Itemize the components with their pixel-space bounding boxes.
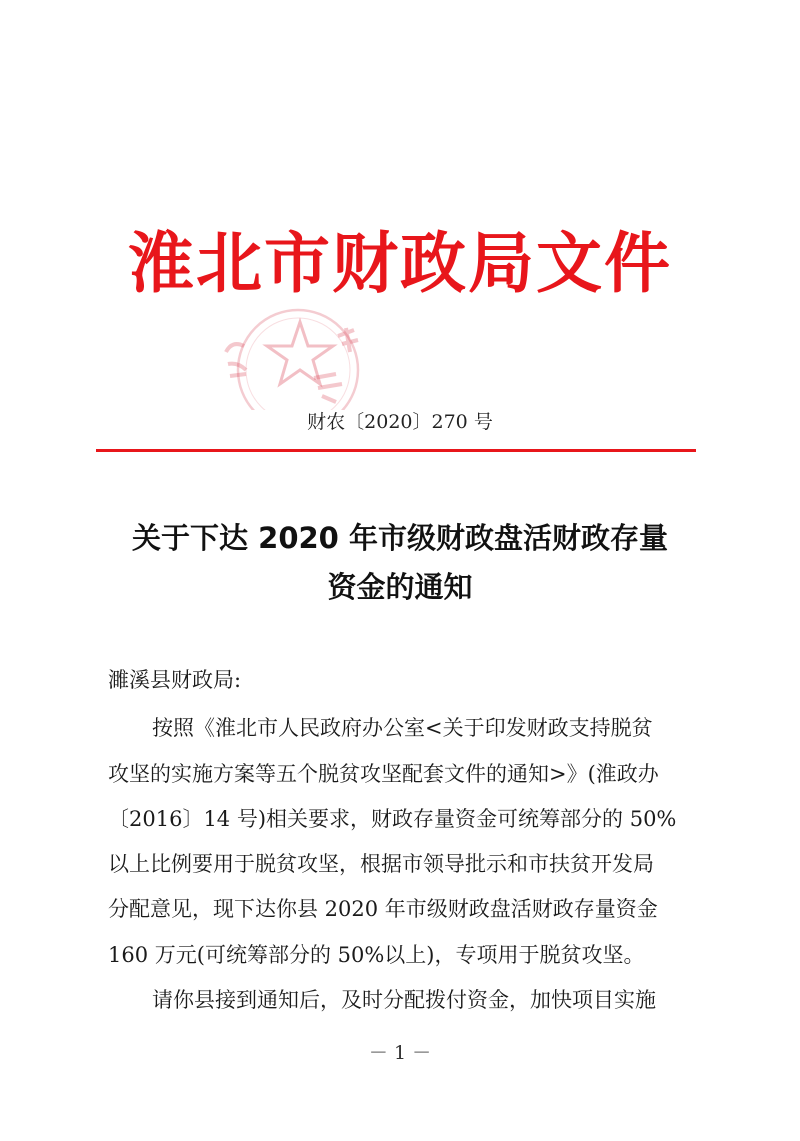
body-text-line: 按照《淮北市人民政府办公室<关于印发财政支持脱贫 [152,716,653,740]
body-text-line: 请你县接到通知后，及时分配拨付资金，加快项目实施 [152,988,656,1012]
body-text-line: 〔2016〕14 号)相关要求，财政存量资金可统筹部分的 50% [108,807,677,831]
document-title-line-1: 关于下达 2020 年市级财政盘活财政存量 [132,521,668,555]
document-title-line-2: 资金的通知 [327,570,473,604]
page-number: － 1 － [368,1042,432,1064]
body-text-line: 160 万元(可统筹部分的 50%以上)，专项用于脱贫攻坚。 [108,943,645,967]
masthead-divider [96,449,696,452]
document-number: 财农〔2020〕270 号 [307,411,493,433]
document-masthead: 淮北市财政局文件 [128,225,672,302]
salutation: 濉溪县财政局: [108,668,242,692]
body-text-line: 攻坚的实施方案等五个脱贫攻坚配套文件的通知>》(淮政办 [108,762,659,786]
official-seal-icon [218,300,368,410]
body-text-line: 分配意见，现下达你县 2020 年市级财政盘活财政存量资金 [108,897,658,921]
body-text-line: 以上比例要用于脱贫攻坚，根据市领导批示和市扶贫开发局 [108,852,654,876]
